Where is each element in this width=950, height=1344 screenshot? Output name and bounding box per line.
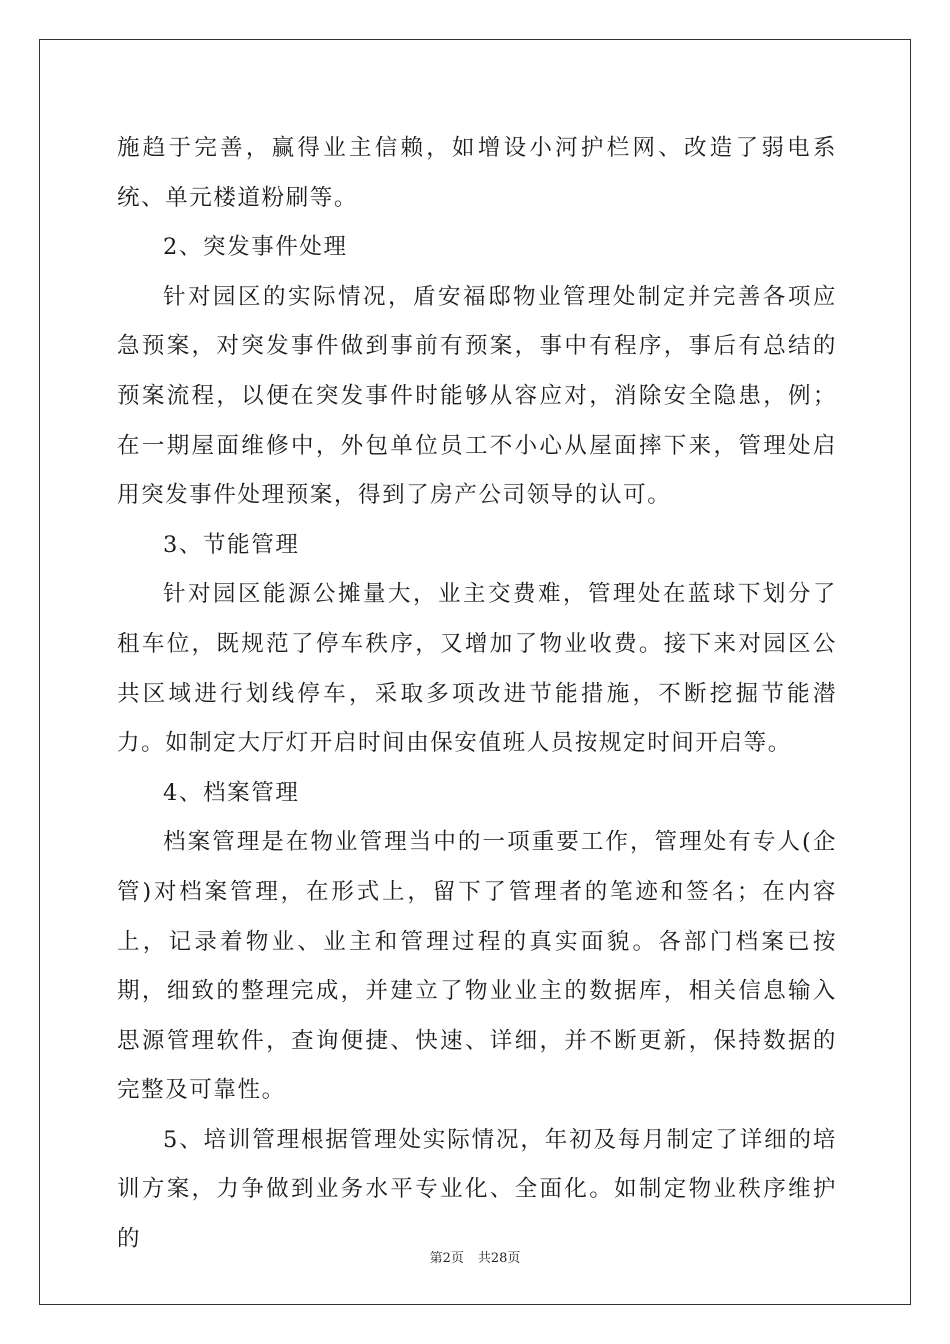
- paragraph-training: 5、培训管理根据管理处实际情况，年初及每月制定了详细的培训方案，力争做到业务水平专业化、全面化。如制定物业秩序维护的: [117, 1126, 837, 1253]
- paragraph-archive: 档案管理是在物业管理当中的一项重要工作，管理处有专人(企管)对档案管理，在形式上，留下了管理者的笔迹和签名；在内容上，记录着物业、业主和管理过程的真实面貌。各部门档案已按期，细致的整理完成，并建立了物业业主的数据库，相关信息输入思源管理软件，查询便捷、快速、详细，并不断更新，保持数据的完整及可靠性。: [117, 829, 837, 1104]
- document-body: [117, 124, 837, 1265]
- section-heading-emergency: 2、突发事件处理: [163, 234, 348, 261]
- paragraph-continuation: 施趋于完善，赢得业主信赖，如增设小河护栏网、改造了弱电系统、单元楼道粉刷等。: [117, 135, 837, 211]
- page-total: 共28页: [477, 1251, 521, 1266]
- paragraph-emergency: 针对园区的实际情况，盾安福邸物业管理处制定并完善各项应急预案，对突发事件做到事前有预案，事中有程序，事后有总结的预案流程，以便在突发事件时能够从容应对，消除安全隐患，例；在一期屋面维修中，外包单位员工不小心从屋面摔下来，管理处启用突发事件处理预案，得到了房产公司领导的认可。: [117, 283, 837, 509]
- section-heading-energy: 3、节能管理: [163, 531, 300, 558]
- section-heading-archive: 4、档案管理: [163, 779, 300, 806]
- page-footer: [0, 1247, 950, 1266]
- paragraph-energy: 针对园区能源公摊量大，业主交费难，管理处在蓝球下划分了租车位，既规范了停车秩序，又增加了物业收费。接下来对园区公共区域进行划线停车，采取多项改进节能措施，不断挖掘节能潜力。如制定大厅灯开启时间由保安值班人员按规定时间开启等。: [117, 581, 837, 757]
- page-number: 第2页: [429, 1251, 464, 1266]
